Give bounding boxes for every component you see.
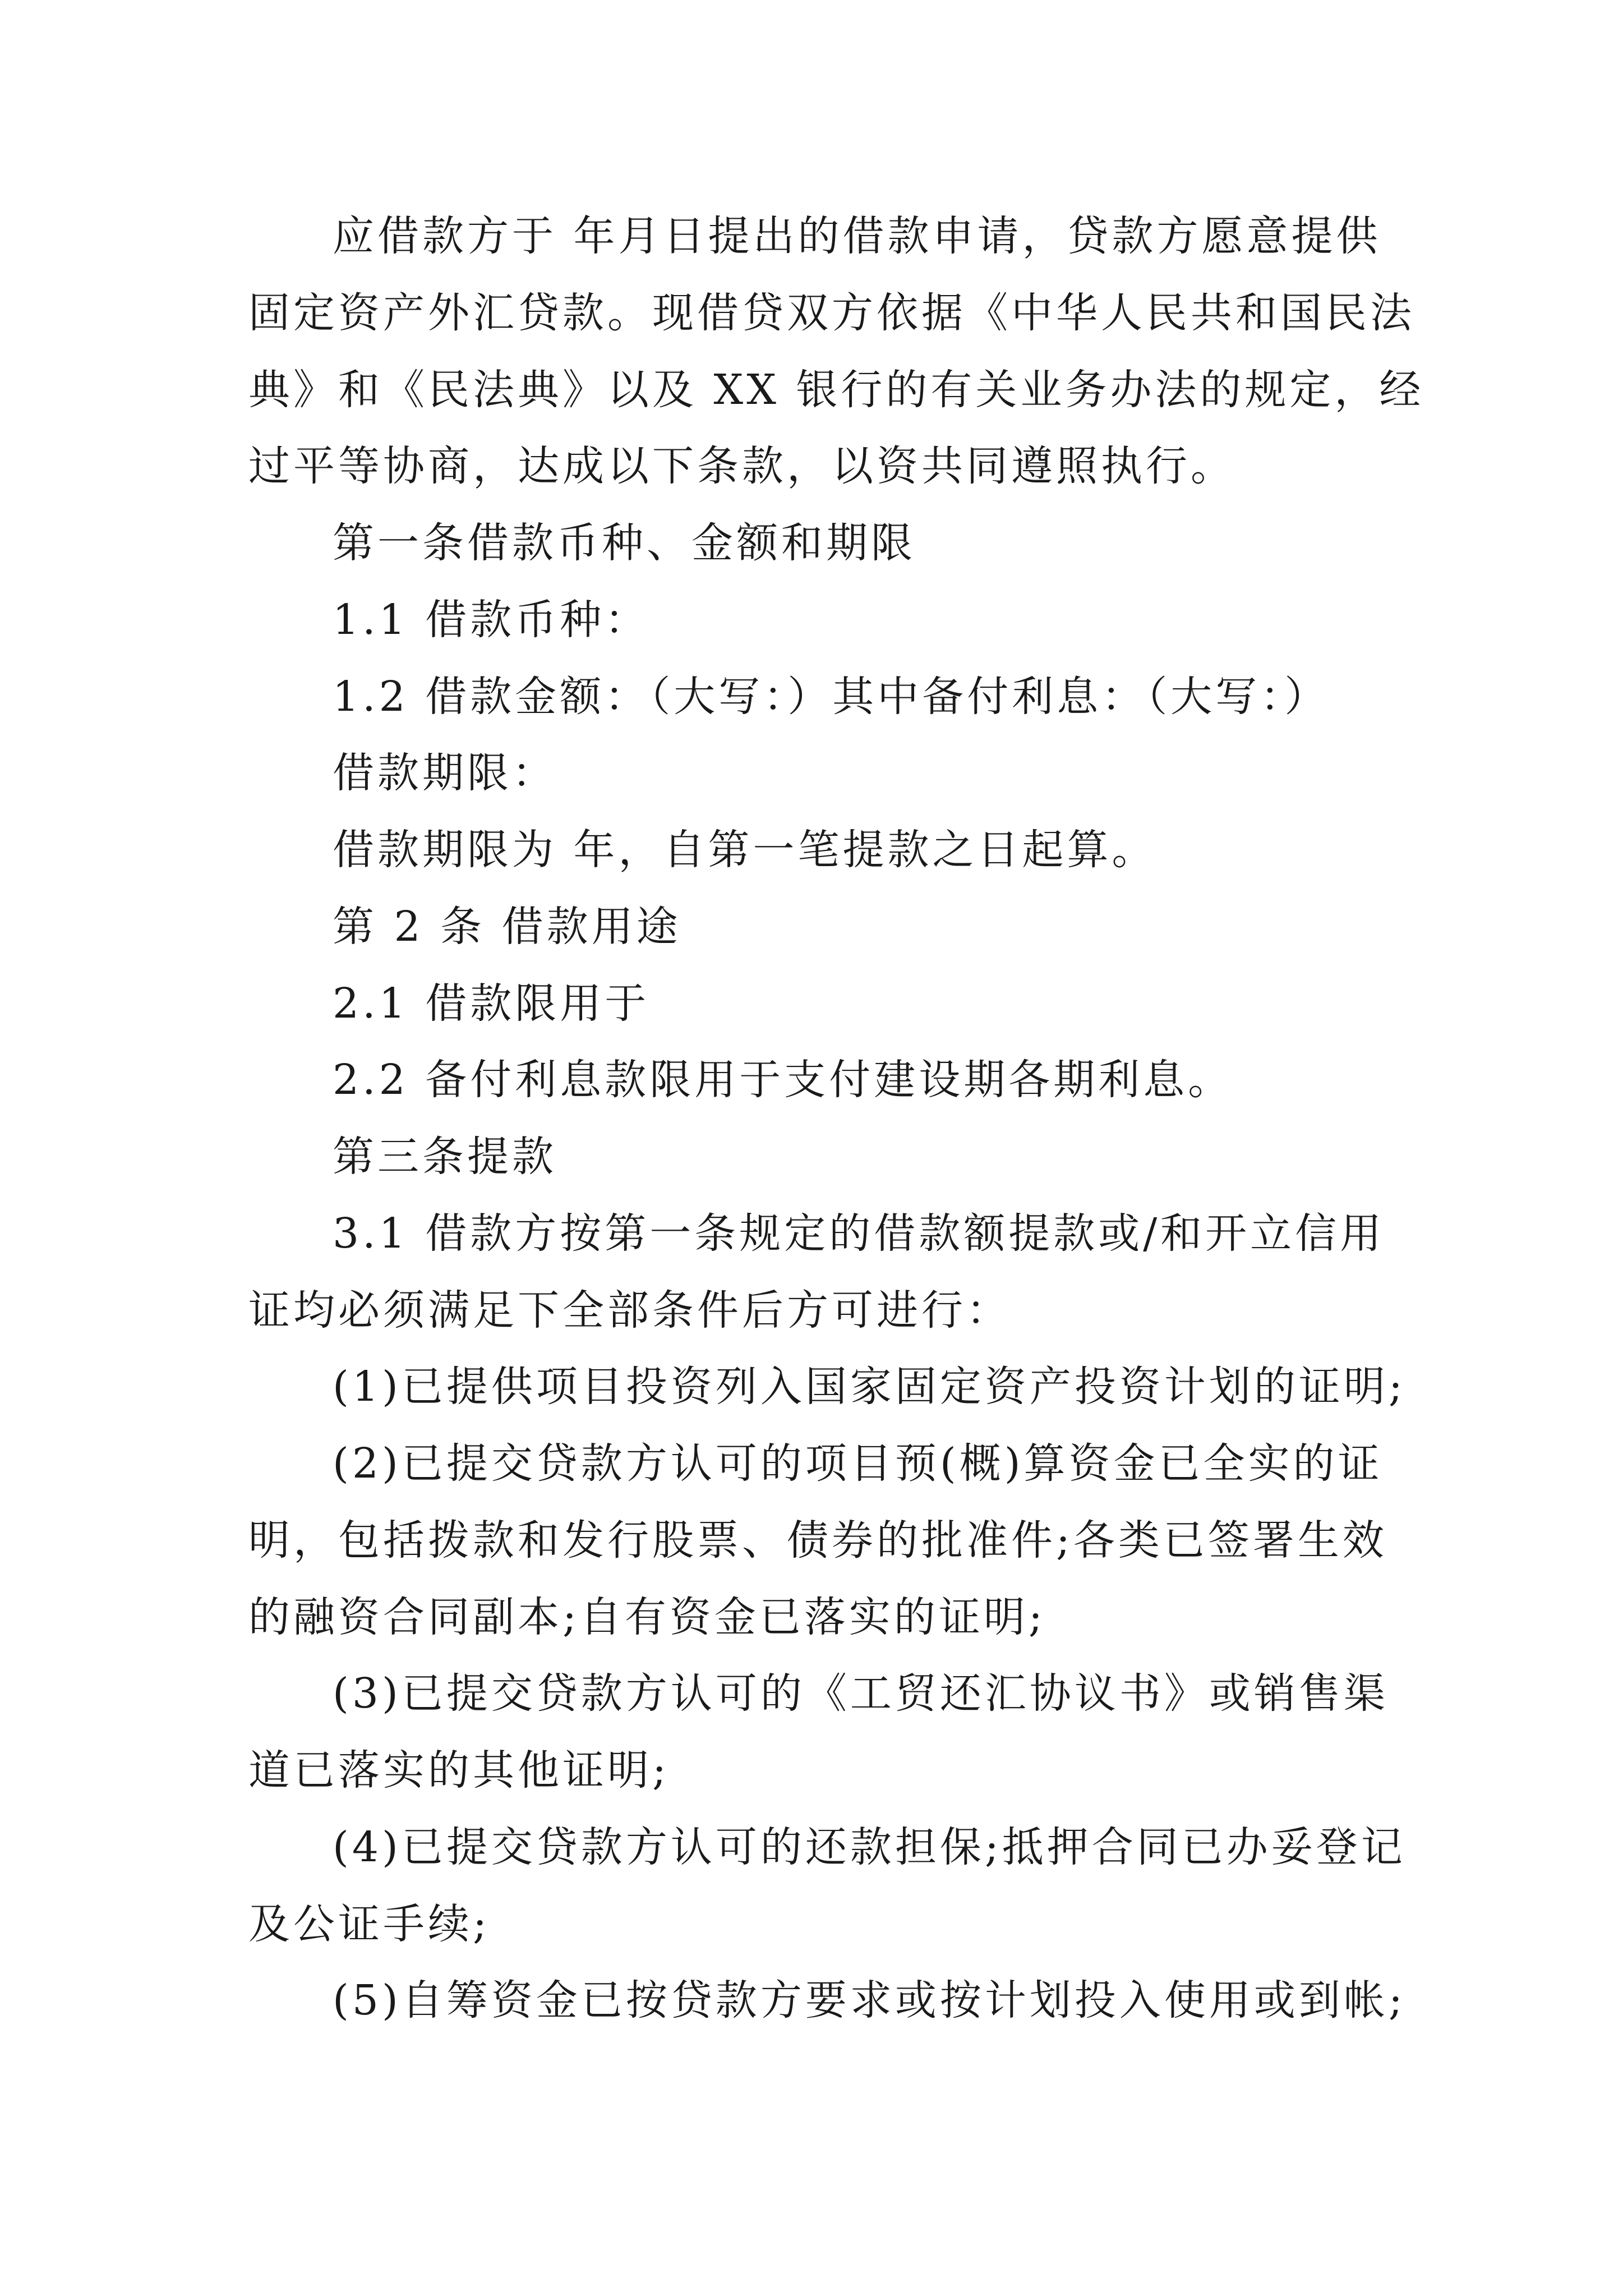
text-line-7: 1.2 借款金额：（大写：）其中备付利息：（大写：） — [333, 673, 1330, 721]
text-line-4: 过平等协商，达成以下条款，以资共同遵照执行。 — [248, 442, 1235, 490]
text-line-22: (4)已提交贷款方认可的还款担保;抵押合同已办妥登记 — [333, 1823, 1406, 1871]
text-line-18: 明，包括拨款和发行股票、债券的批准件;各类已签署生效 — [248, 1516, 1387, 1565]
text-line-6: 1.1 借款币种： — [333, 596, 650, 644]
text-line-21: 道已落实的其他证明; — [248, 1746, 670, 1795]
text-line-12: 2.2 备付利息款限用于支付建设期各期利息。 — [333, 1056, 1233, 1104]
text-line-3: 典》和《民法典》以及 XX 银行的有关业务办法的规定，经 — [248, 366, 1424, 414]
text-line-10: 第 2 条 借款用途 — [333, 903, 681, 951]
text-line-2: 固定资产外汇贷款。现借贷双方依据《中华人民共和国民法 — [248, 289, 1415, 337]
text-line-14: 3.1 借款方按第一条规定的借款额提款或/和开立信用 — [333, 1209, 1385, 1258]
text-line-9: 借款期限为 年，自第一笔提款之日起算。 — [333, 826, 1157, 874]
text-line-1: 应借款方于 年月日提出的借款申请，贷款方愿意提供 — [333, 212, 1381, 260]
text-line-24: (5)自筹资金已按贷款方要求或按计划投入使用或到帐; — [333, 1976, 1406, 2024]
text-line-19: 的融资合同副本;自有资金已落实的证明; — [248, 1593, 1046, 1641]
text-line-13: 第三条提款 — [333, 1133, 557, 1181]
text-line-8: 借款期限： — [333, 749, 557, 797]
text-line-15: 证均必须满足下全部条件后方可进行： — [248, 1286, 1011, 1335]
text-line-5: 第一条借款币种、金额和期限 — [333, 519, 916, 567]
text-line-16: (1)已提供项目投资列入国家固定资产投资计划的证明; — [333, 1363, 1406, 1411]
text-line-20: (3)已提交贷款方认可的《工贸还汇协议书》或销售渠 — [333, 1669, 1389, 1718]
text-line-23: 及公证手续; — [248, 1900, 490, 1948]
text-line-11: 2.1 借款限用于 — [333, 979, 650, 1028]
text-line-17: (2)已提交贷款方认可的项目预(概)算资金已全实的证 — [333, 1439, 1383, 1488]
